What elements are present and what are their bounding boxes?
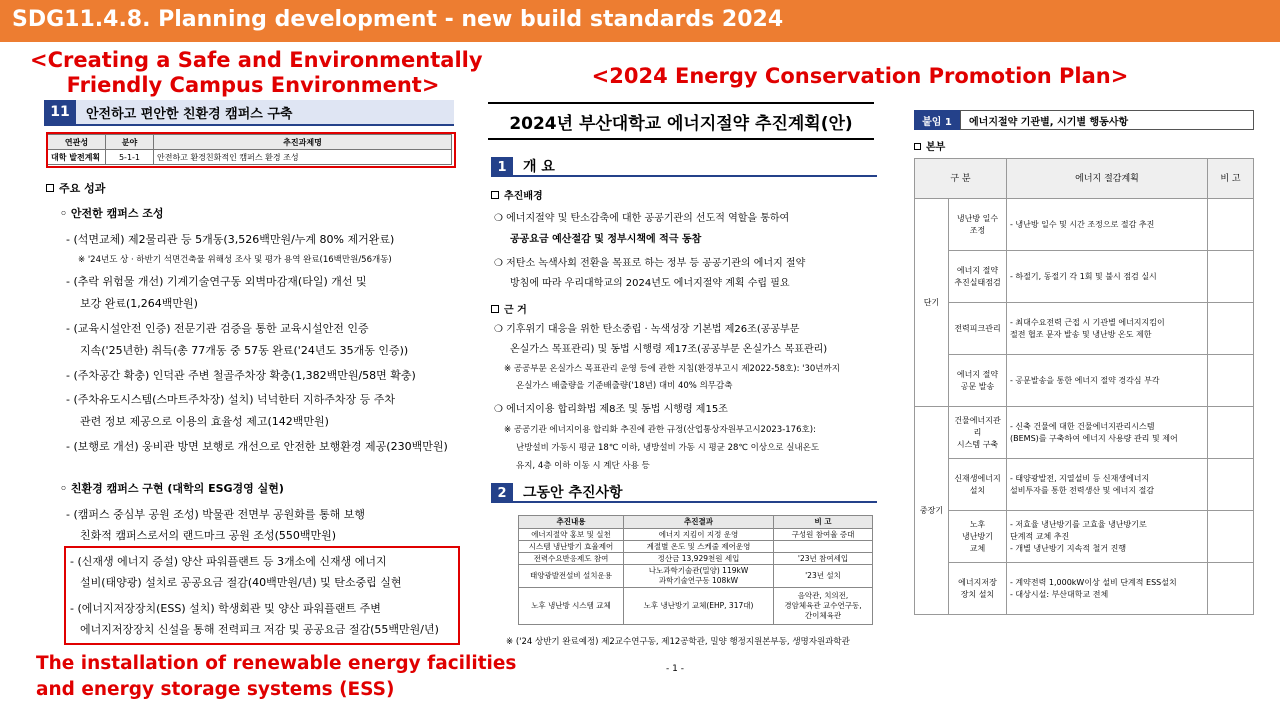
text-line: - (주차공간 확충) 인덕관 주변 철골주차장 확충(1,382백만원/58면 확충) <box>66 369 416 382</box>
text-line: - (석면교체) 제2물리관 등 5개동(3,526백만원/누계 80% 제거완료) <box>66 233 395 246</box>
table-row <box>519 553 873 565</box>
text-line: ❍ 에너지절약 및 탄소감축에 대한 공공기관의 선도적 역할을 통하여 <box>494 213 790 224</box>
text-line: - (신재생 에너지 증설) 양산 파워플랜트 등 3개소에 신재생 에너지 <box>70 555 387 568</box>
table-cell <box>1208 407 1254 459</box>
page-number: - 1 - <box>666 664 684 674</box>
table-header-cell: 구 분 <box>915 159 1007 199</box>
table-cell: 노후 냉난방기 교체(EHP, 317대) <box>624 588 774 625</box>
mid-section-2 <box>491 483 877 503</box>
table-cell: '23년 설치 <box>774 565 873 588</box>
table-row <box>519 565 873 588</box>
table-header-row <box>915 159 1254 199</box>
table-cell: 에너지 절약 공문 발송 <box>949 355 1007 407</box>
table-cell: 전력피크관리 <box>949 303 1007 355</box>
table-header-cell: 비 고 <box>1208 159 1254 199</box>
table-cell: 정산금 13,929천원 세입 <box>624 553 774 565</box>
table-cell: '23년 참여세입 <box>774 553 873 565</box>
progress-table <box>518 515 873 625</box>
square-bullet-icon <box>491 191 499 199</box>
table-header-cell: 연관성 <box>48 135 106 150</box>
period-cell: 단기 <box>915 199 949 407</box>
mid-section-title: 그동안 추진사항 <box>513 483 877 503</box>
table-cell <box>1208 563 1254 615</box>
square-bullet-icon <box>914 143 921 150</box>
table-cell: 에너지저장 장치 설치 <box>949 563 1007 615</box>
table-header-cell: 에너지 절감계획 <box>1007 159 1208 199</box>
table-cell: - 냉난방 일수 및 시간 조정으로 절감 추진 <box>1007 199 1208 251</box>
plan-title: 2024년 부산대학교 에너지절약 추진계획(안) <box>488 102 874 140</box>
table-cell: 전력수요반응제도 참여 <box>519 553 624 565</box>
highlight-box-table <box>46 132 456 168</box>
text-line: ◦ 친환경 캠퍼스 구현 (대학의 ESG경영 실현) <box>60 482 284 495</box>
text-line: 유지, 4층 이하 이동 시 계단 사용 등 <box>516 461 650 471</box>
text-line: 근 거 <box>491 304 527 317</box>
period-cell: 중장기 <box>915 407 949 615</box>
table-row <box>915 407 1254 459</box>
table-row <box>519 529 873 541</box>
mid-section-title: 개 요 <box>513 157 877 177</box>
mid-section-number: 1 <box>491 157 513 177</box>
table-header-cell: 추진내용 <box>519 516 624 529</box>
text-line: 에너지저장장치 신설을 통해 전력피크 저감 및 공공요금 절감(55백만원/년) <box>80 623 439 636</box>
text-line: ❍ 저탄소 녹색사회 전환을 목표로 하는 정부 등 공공기관의 에너지 절약 <box>494 258 806 269</box>
table-cell <box>774 541 873 553</box>
table-cell: - 계약전력 1,000kW이상 설비 단계적 ESS설치 - 대상시설: 부산대학교 전체 <box>1007 563 1208 615</box>
annex-subhead: 본부 <box>914 138 945 153</box>
left-caption-line1: <Creating a Safe and Environmentally <box>30 48 483 72</box>
text-line: ❍ 에너지이용 합리화법 제8조 및 동법 시행령 제15조 <box>494 404 728 415</box>
square-bullet-icon <box>491 305 499 313</box>
table-cell: 대학 발전계획 <box>48 150 106 165</box>
table-cell: 노후 냉난방기 교체 <box>949 511 1007 563</box>
table-cell <box>1208 251 1254 303</box>
text-line: - (주차유도시스템(스마트주차장) 설치) 넉넉한터 지하주차장 등 주차 <box>66 393 396 406</box>
table-cell: 나노과학기술관(밀양) 119kW 과학기술연구동 108kW <box>624 565 774 588</box>
text-line: 방침에 따라 우리대학교의 2024년도 에너지절약 계획 수립 필요 <box>510 278 790 289</box>
table-row <box>915 303 1254 355</box>
table-cell <box>1208 355 1254 407</box>
text-line: 보강 완료(1,264백만원) <box>80 297 198 310</box>
text-line: 온실가스 배출량을 기준배출량('18년) 대비 40% 의무감축 <box>516 381 733 391</box>
table-row <box>915 355 1254 407</box>
table-row <box>915 459 1254 511</box>
table-cell: - 하절기, 동절기 각 1회 및 불시 점검 실시 <box>1007 251 1208 303</box>
table-cell: 5-1-1 <box>106 150 154 165</box>
annex-title: 에너지절약 기관별, 시기별 행동사항 <box>960 110 1254 130</box>
table-cell: 계절별 온도 및 스케줄 제어운영 <box>624 541 774 553</box>
text-line: ◦ 안전한 캠퍼스 조성 <box>60 207 164 220</box>
bottom-caption-line1: The installation of renewable energy facilities <box>36 653 517 674</box>
text-line: ※ 공공부문 온실가스 목표관리 운영 등에 관한 지침(환경부고시 제2022-58호): '30년까지 <box>504 364 840 374</box>
text-line: 지속('25년한) 취득(총 77개동 중 57동 완료('24년도 35개동 인증)) <box>80 344 409 357</box>
left-caption-line2: Friendly Campus Environment> <box>66 73 440 97</box>
table-cell: 에너지 지킴이 지정 운영 <box>624 529 774 541</box>
text-line: 관련 정보 제공으로 이용의 효율성 제고(142백만원) <box>80 415 329 428</box>
mid-section-number: 2 <box>491 483 513 503</box>
left-document <box>44 100 454 162</box>
table-cell <box>1208 303 1254 355</box>
table-row <box>519 588 873 625</box>
table-cell: 안전하고 환경친화적인 캠퍼스 환경 조성 <box>154 150 452 165</box>
annex-header <box>914 110 1254 130</box>
text-line: ❍ 기후위기 대응을 위한 탄소중립 · 녹색성장 기본법 제26조(공공부문 <box>494 324 800 335</box>
footnote: ※ ('24 상반기 완료예정) 제2교수연구동, 제12공학관, 밀양 행정지원본부동, 생명자원과학관 <box>506 637 850 647</box>
table-row <box>915 251 1254 303</box>
slide-title: SDG11.4.8. Planning development - new build standards 2024 <box>12 7 784 32</box>
table-cell: - 저효율 냉난방기를 고효율 냉난방기로 단계적 교체 추진 - 개별 냉난방기 지속적 철거 진행 <box>1007 511 1208 563</box>
left-caption <box>30 48 483 98</box>
table-cell: 구성원 참여율 증대 <box>774 529 873 541</box>
table-header-cell: 분야 <box>106 135 154 150</box>
table-cell: 노후 냉난방 시스템 교체 <box>519 588 624 625</box>
mid-section-1 <box>491 157 877 177</box>
text-line: - (보행로 개선) 웅비관 방면 보행로 개선으로 안전한 보행환경 제공(230백만원) <box>66 440 448 453</box>
text-line: - (캠퍼스 중심부 공원 조성) 박물관 전면부 공원화를 통해 보행 <box>66 508 366 521</box>
text-line: - (교육시설안전 인증) 전문기관 검증을 통한 교육시설안전 인증 <box>66 322 369 335</box>
table-cell: 태양광발전설비 설치운용 <box>519 565 624 588</box>
table-header-cell: 추진과제명 <box>154 135 452 150</box>
table-header-cell: 추진결과 <box>624 516 774 529</box>
annex-tag: 붙임 1 <box>914 110 960 130</box>
table-cell <box>1208 459 1254 511</box>
table-row <box>915 563 1254 615</box>
table-cell: 에너지 절약 추진실태점검 <box>949 251 1007 303</box>
table-row <box>519 541 873 553</box>
text-line: - (추락 위험물 개선) 기계기술연구동 외벽마감재(타일) 개선 및 <box>66 275 367 288</box>
table-cell: - 태양광발전, 지열설비 등 신재생에너지 설비투자를 통한 전력생산 및 에너지 절감 <box>1007 459 1208 511</box>
table-cell: 에너지절약 홍보 및 실천 <box>519 529 624 541</box>
table-cell: - 신축 건물에 대한 건물에너지관리시스템 (BEMS)를 구축하여 에너지 사용량 관리 및 제어 <box>1007 407 1208 459</box>
table-header-row <box>519 516 873 529</box>
action-table <box>914 158 1254 615</box>
right-caption: <2024 Energy Conservation Promotion Plan> <box>591 64 1129 88</box>
table-cell <box>1208 511 1254 563</box>
title-banner <box>0 0 1280 42</box>
table-cell: - 최대수요전력 근접 시 기관별 에너지지킴이 절전 협조 문자 발송 및 냉난방 온도 제한 <box>1007 303 1208 355</box>
text-line: 설비(태양광) 설치로 공공요금 절감(40백만원/년) 및 탄소중립 실현 <box>80 576 402 589</box>
left-section-title: 안전하고 편안한 친환경 캠퍼스 구축 <box>76 100 454 124</box>
left-section-header <box>44 100 454 126</box>
table-row <box>915 511 1254 563</box>
left-section-number: 11 <box>44 100 76 124</box>
table-header-cell: 비 고 <box>774 516 873 529</box>
bottom-caption-line2: and energy storage systems (ESS) <box>36 679 395 700</box>
square-bullet-icon <box>46 184 54 192</box>
table-cell: 신재생에너지 설치 <box>949 459 1007 511</box>
table-cell: 냉난방 일수 조정 <box>949 199 1007 251</box>
table-cell <box>1208 199 1254 251</box>
text-line: 친화적 캠퍼스로서의 랜드마크 공원 조성(550백만원) <box>80 529 337 542</box>
text-line: ※ 공공기관 에너지이용 합리화 추진에 관한 규정(산업통상자원부고시2023-176호): <box>504 425 816 435</box>
text-line: 난방설비 가동시 평균 18℃ 이하, 냉방설비 가동 시 평균 28℃ 이상으로 실내온도 <box>516 443 820 453</box>
table-cell: 음악관, 치의전, 경암체육관 교수연구동, 간이체육관 <box>774 588 873 625</box>
text-line: ※ '24년도 상 · 하반기 석면건축물 위해성 조사 및 평가 용역 완료(16백만원/56개동) <box>78 255 392 265</box>
text-line: 온실가스 목표관리) 및 동법 시행령 제17조(공공부문 온실가스 목표관리) <box>510 344 828 355</box>
text-line: 주요 성과 <box>46 182 105 196</box>
text-line: 공공요금 예산절감 및 정부시책에 적극 동참 <box>510 234 702 245</box>
table-cell: 건물에너지관리 시스템 구축 <box>949 407 1007 459</box>
table-cell: - 공문발송을 통한 에너지 절약 경각심 부각 <box>1007 355 1208 407</box>
table-row <box>915 199 1254 251</box>
table-cell: 시스템 냉난방기 효율제어 <box>519 541 624 553</box>
bottom-caption <box>36 651 516 703</box>
text-line: 추진배경 <box>491 190 543 203</box>
text-line: - (에너지저장장치(ESS) 설치) 학생회관 및 양산 파워플랜트 주변 <box>70 602 381 615</box>
